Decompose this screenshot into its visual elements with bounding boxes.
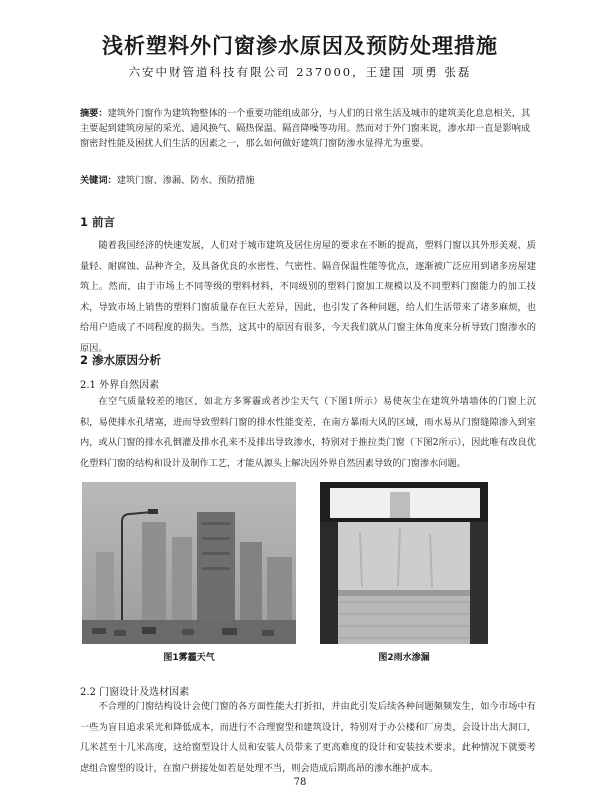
section2-2-paragraph: 不合理的门窗结构设计会使门窗的各方面性能大打折扣，并由此引发后续各种问题频频发生，如今市场中有一些为盲目追求采光和降低成本，而进行不合理窗型和建筑设计，特别对于办公楼和厂房类，会设计出大洞口，几米甚至十几米高度，这给窗型设计人员和安装人员带来了更高难度的设计和安装技术要求，此种情况下就要考虑组合窗型的设计，在窗户拼接处如若是处理不当，则会造成后期高昂的渗水维护成本。	[80, 701, 536, 774]
section1-heading: 1 前言	[80, 215, 116, 229]
figure1-smog-photo	[82, 482, 296, 644]
section2-1-heading: 2.1 外界自然因素	[80, 380, 160, 391]
author-line: 六安中财管道科技有限公司 237000，王建国 项勇 张磊	[128, 65, 472, 79]
keywords	[80, 172, 536, 186]
figure2-caption: 图2雨水渗漏	[378, 653, 430, 663]
abstract	[80, 106, 536, 151]
figure2-leak-photo	[320, 482, 488, 644]
abstract-text: 建筑外门窗作为建筑物整体的一个重要功能组成部分，与人们的日常生活及城市的建筑美化息息相关，其主要起到建筑房屋的采光、通风换气、隔热保温、隔音降噪等功用。然而对于外门窗来说，渗水却一直是影响成窗密封性能及困扰人们生活的因素之一，那么如何做好建筑门窗防渗水显得尤为重要。	[80, 108, 531, 149]
figure2-image	[320, 482, 488, 644]
section1-paragraph: 随着我国经济的快速发展，人们对于城市建筑及居住房屋的要求在不断的提高，塑料门窗以其外形美观、质量轻、耐腐蚀、品种齐全，及具备优良的水密性、气密性、隔音保温性能等优点，逐渐被广泛应用到诸多房屋建筑上。然而，由于市场上不同等级的塑料材料，不同级别的塑料门窗加工规模以及不同塑料门窗能力的加工技术，导致市场上销售的塑料门窗质量存在巨大差异，因此，也引发了各种问题，给人们生活带来了诸多麻烦，也给用户造成了不同程度的损失。当然，这其中的原因有很多，今天我们就从门窗主体角度来分析导致门窗渗水的原因。	[80, 240, 536, 354]
figure1-caption: 图1雾霾天气	[163, 653, 215, 663]
paper-title: 浅析塑料外门窗渗水原因及预防处理措施	[102, 34, 498, 58]
section2-heading: 2 渗水原因分析	[80, 353, 162, 367]
section2-1-paragraph: 在空气质量较差的地区，如北方多雾霾或者沙尘天气（下图1所示）易使灰尘在建筑外墙墙体的门窗上沉积，易使排水孔堵塞，进而导致塑料门窗的排水性能变差，在南方暴雨大风的区域，雨水易从门窗缝隙渗入到室内，或从门窗的排水孔倒灌及排水孔来不及排出导致渗水，特别对于推拉类门窗（下图2所示），因此唯有改良优化塑料门窗的结构和设计及制作工艺，才能从源头上解决因外界自然因素导致的门窗渗水问题。	[80, 396, 536, 469]
abstract-label: 摘要：	[80, 108, 108, 119]
page-number: 78	[293, 777, 307, 788]
section2-2-heading: 2.2 门窗设计及选材因素	[80, 687, 190, 698]
keywords-label: 关键词：	[80, 175, 117, 186]
figure1-image	[82, 482, 296, 644]
keywords-text: 建筑门窗、渗漏、防水、预防措施	[116, 175, 255, 186]
